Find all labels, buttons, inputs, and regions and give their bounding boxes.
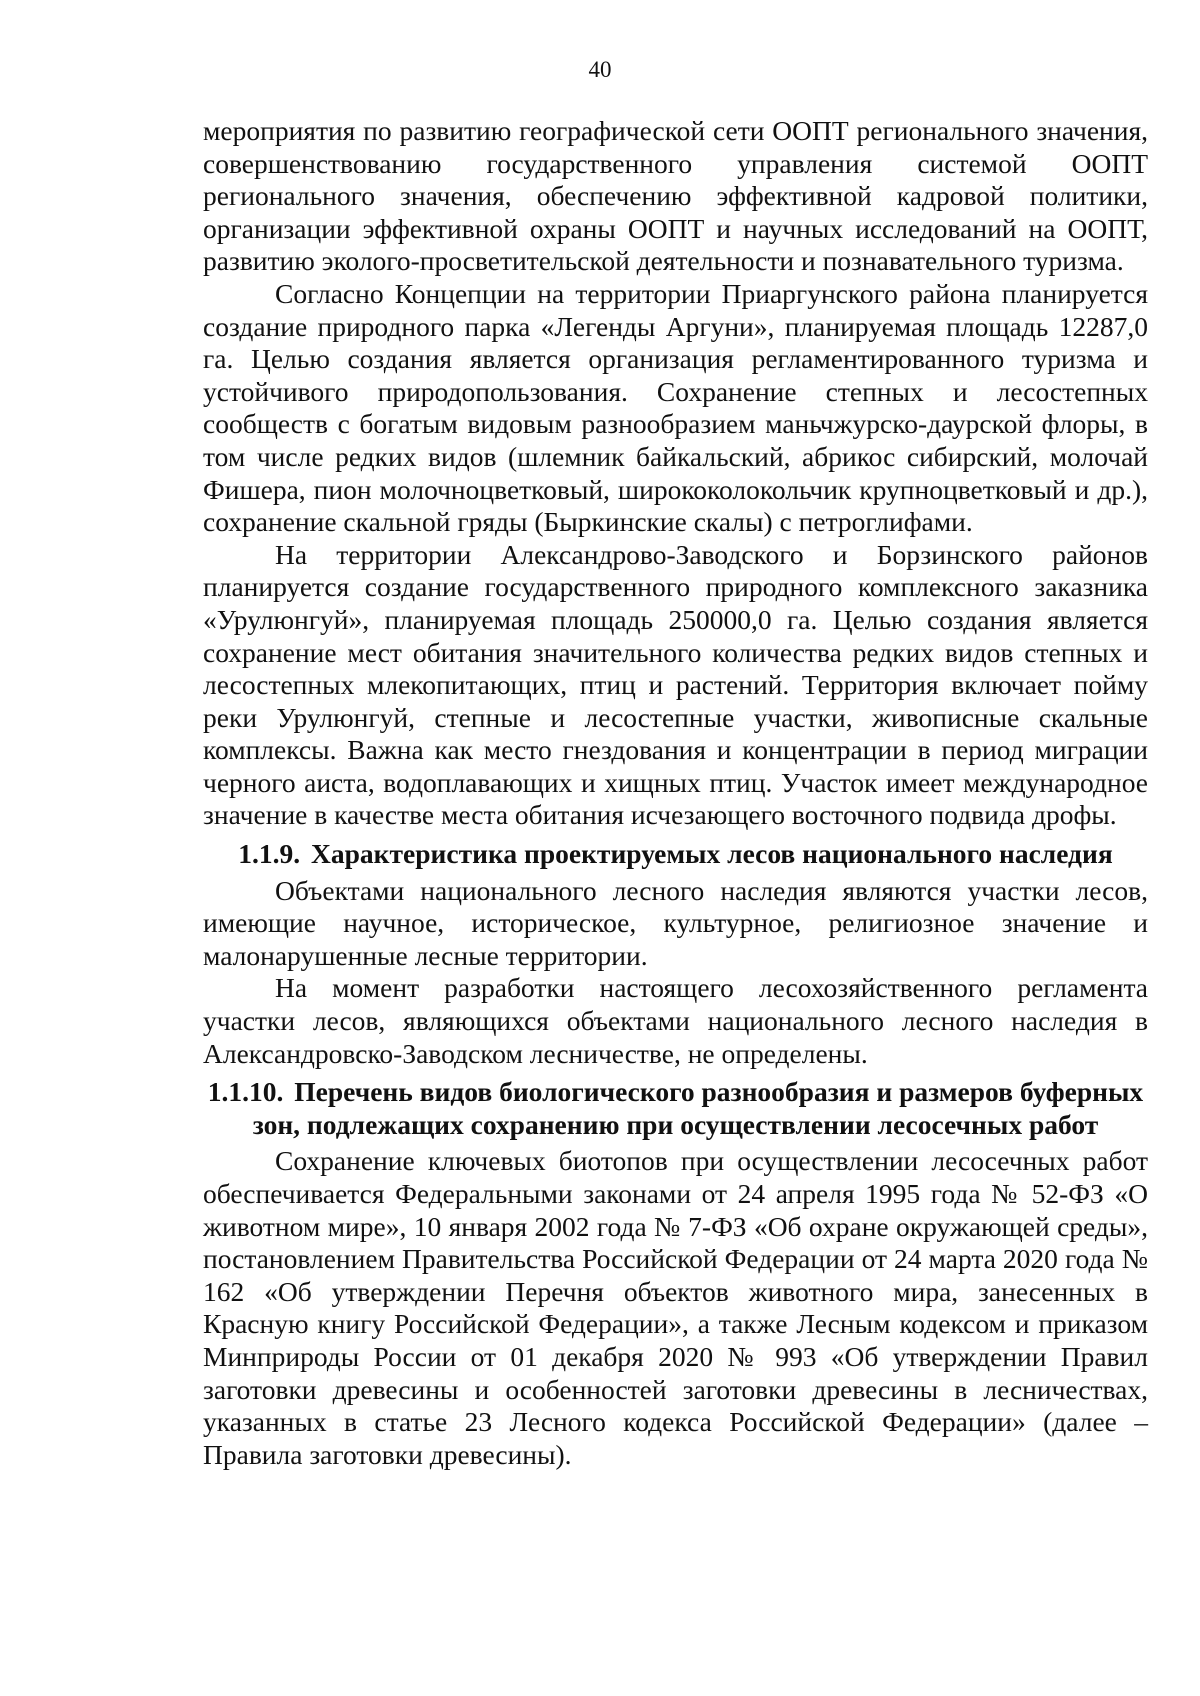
document-body (203, 115, 1148, 1471)
section-number: 1.1.10. (207, 1076, 284, 1108)
paragraph-oopt-measures: мероприятия по развитию географической сети ООПТ регионального значения, совершенствованию государственного управления системой ООПТ регионального значения, обеспечению эффективной кадровой политики, организации эффективной охраны ООПТ и научных исследований на ООПТ, развитию эколого-просветительской деятельности и познавательного туризма. (203, 115, 1148, 277)
paragraph-national-heritage-definition: Объектами национального лесного наследия являются участки лесов, имеющие научное, историческое, культурное, религиозное значение и малонарушенные лесные территории. (203, 874, 1148, 971)
paragraph-national-heritage-status: На момент разработки настоящего лесохозяйственного регламента участки лесов, являющихся объектами национального лесного наследия в Александровско-Заводском лесничестве, не определены. (203, 972, 1148, 1069)
paragraph-biotope-preservation: Сохранение ключевых биотопов при осуществлении лесосечных работ обеспечивается Федеральными законами от 24 апреля 1995 года № 52-ФЗ «О животном мире», 10 января 2002 года № 7-ФЗ «Об охране окружающей среды», постановлением Правительства Российской Федерации от 24 марта 2020 года № 162 «Об утверждении Перечня объектов животного мира, занесенных в Красную книгу Российской Федерации», а также Лесным кодексом и приказом Минприроды России от 01 декабря 2020 № 993 «Об утверждении Правил заготовки древесины и особенностей заготовки древесины в лесничествах, указанных в статье 23 Лесного кодекса Российской Федерации» (далее – Правила заготовки древесины). (203, 1145, 1148, 1470)
section-heading-1-1-10 (203, 1076, 1148, 1141)
page-number: 40 (588, 57, 612, 82)
section-heading-1-1-9 (203, 838, 1148, 871)
section-number: 1.1.9. (238, 838, 301, 870)
section-title: Характеристика проектируемых лесов национального наследия (311, 838, 1113, 870)
section-title: Перечень видов биологического разнообразия и размеров буферных зон, подлежащих сохранению при осуществлении лесосечных работ (252, 1076, 1144, 1140)
paragraph-legends-argun-park: Согласно Концепции на территории Приаргунского района планируется создание природного парка «Легенды Аргуни», планируемая площадь 12287,0 га. Целью создания является организация регламентированного туризма и устойчивого природопользования. Сохранение степных и лесостепных сообществ с богатым видовым разнообразием маньчжурско-даурской флоры, в том числе редких видов (шлемник байкальский, абрикос сибирский, молочай Фишера, пион молочноцветковый, ширококолокольчик крупноцветковый и др.), сохранение скальной гряды (Быркинские скалы) с петроглифами. (203, 277, 1148, 538)
paragraph-urulyungui-reserve: На территории Александрово-Заводского и Борзинского районов планируется создание государственного природного комплексного заказника «Урулюнгуй», планируемая площадь 250000,0 га. Целью создания является сохранение мест обитания значительного количества редких видов степных и лесостепных млекопитающих, птиц и растений. Территория включает пойму реки Урулюнгуй, степные и лесостепные участки, живописные скальные комплексы. Важна как место гнездования и концентрации в период миграции черного аиста, водоплавающих и хищных птиц. Участок имеет международное значение в качестве места обитания исчезающего восточного подвида дрофы. (203, 538, 1148, 831)
